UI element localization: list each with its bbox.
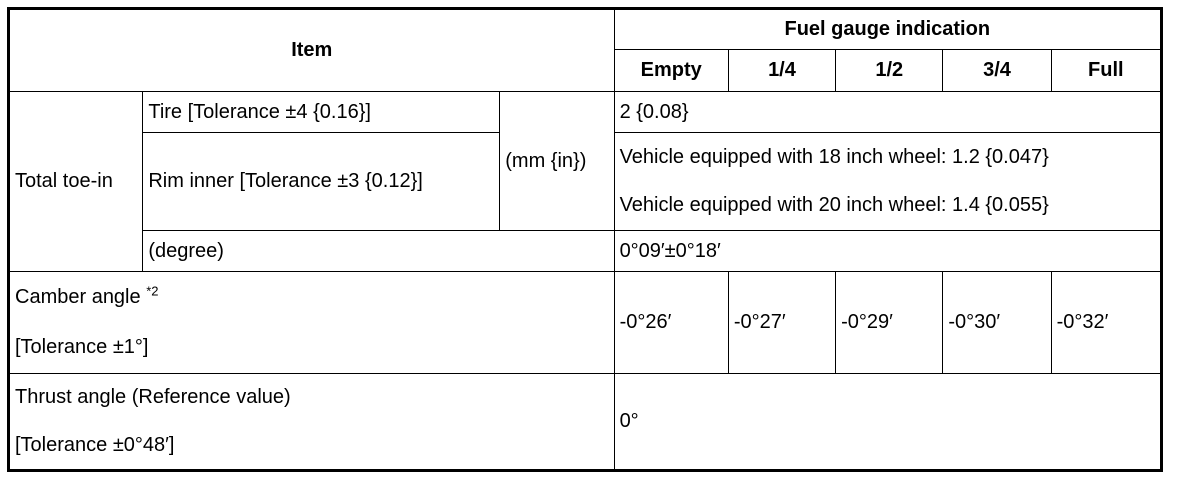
rim-value-18-inch: Vehicle equipped with 18 inch wheel: 1.2 {0.047}	[619, 145, 1049, 168]
column-full: Full	[1051, 50, 1161, 92]
camber-value-three-quarter: -0°30′	[943, 272, 1051, 374]
column-quarter: 1/4	[728, 50, 835, 92]
camber-angle-label	[9, 272, 615, 374]
table-row	[9, 272, 1162, 374]
thrust-tolerance: [Tolerance ±0°48′]	[15, 433, 175, 456]
tire-toe-value: 2 {0.08}	[614, 92, 1161, 133]
unit-mm-label: (mm {in})	[500, 92, 614, 231]
camber-value-empty: -0°26′	[614, 272, 728, 374]
table-row	[9, 92, 1162, 133]
table-row	[9, 374, 1162, 471]
rim-value-20-inch: Vehicle equipped with 20 inch wheel: 1.4 {0.055}	[619, 194, 1049, 217]
camber-value-half: -0°29′	[836, 272, 943, 374]
thrust-title: Thrust angle (Reference value)	[15, 386, 291, 409]
rim-inner-tolerance-label: Rim inner [Tolerance ±3 {0.12}]	[143, 133, 500, 231]
degree-toe-value: 0°09′±0°18′	[614, 231, 1161, 272]
thrust-angle-value: 0°	[614, 374, 1161, 471]
camber-tolerance: [Tolerance ±1°]	[15, 336, 149, 359]
degree-label: (degree)	[143, 231, 614, 272]
camber-footnote-mark: *2	[146, 283, 159, 299]
camber-value-quarter: -0°27′	[728, 272, 835, 374]
camber-value-full: -0°32′	[1051, 272, 1161, 374]
tire-tolerance-label: Tire [Tolerance ±4 {0.16}]	[143, 92, 500, 133]
fuel-gauge-header: Fuel gauge indication	[614, 9, 1161, 50]
column-empty: Empty	[614, 50, 728, 92]
column-three-quarter: 3/4	[943, 50, 1051, 92]
alignment-spec-table	[7, 7, 1163, 472]
rim-inner-values	[614, 133, 1161, 231]
table-row	[9, 231, 1162, 272]
thrust-angle-label	[9, 374, 615, 471]
total-toe-in-label: Total toe-in	[9, 92, 143, 272]
header-row-1	[9, 9, 1162, 50]
column-half: 1/2	[836, 50, 943, 92]
camber-title: Camber angle	[15, 285, 141, 308]
item-header: Item	[9, 9, 615, 92]
